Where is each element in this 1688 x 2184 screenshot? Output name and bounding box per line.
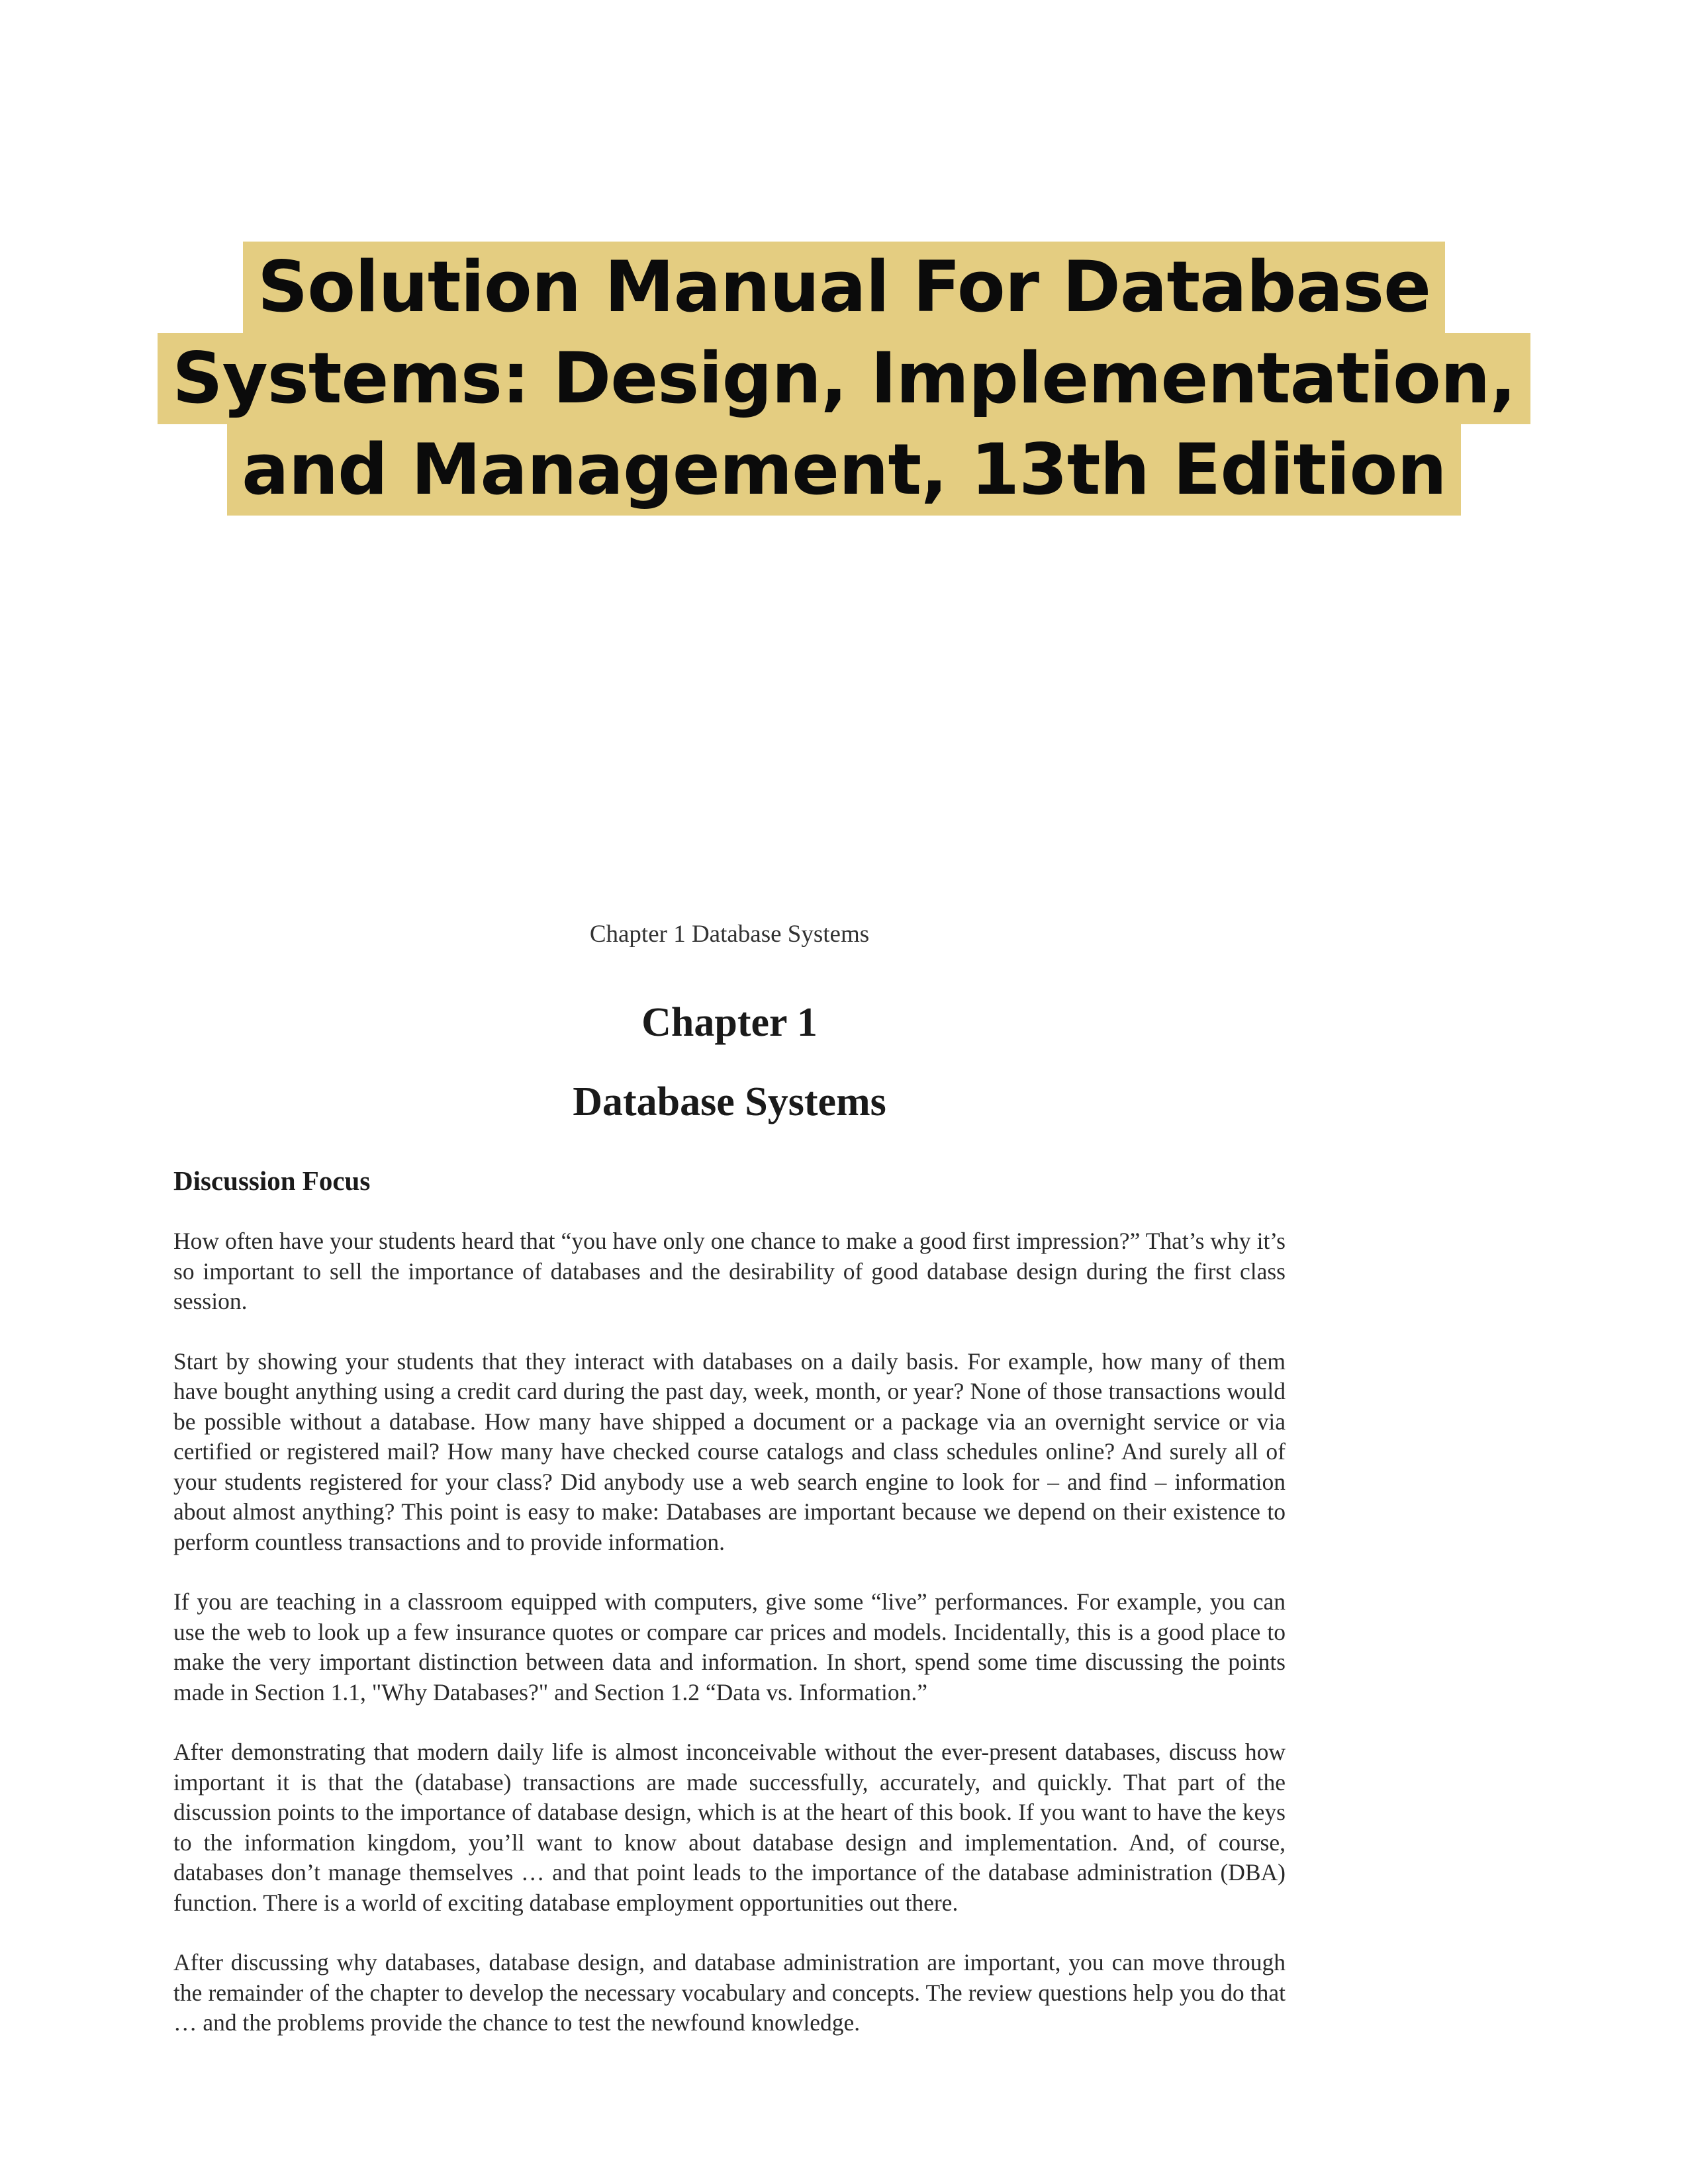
- chapter-number: Chapter 1: [641, 1000, 818, 1045]
- body-text: [173, 1226, 1286, 2068]
- chapter-title: Database Systems: [573, 1079, 886, 1124]
- paragraph-2: Start by showing your students that they interact with databases on a daily basis. For example, how many of them have bought anything using a credit card during the past day, week, month, or year? None of those transactions would be possible without a database. How many have shipped a document or a package via an overnight service or via certified or registered mail? How many have checked course catalogs and class schedules online? And surely all of your students registered for your class? Did anybody use a web search engine to look for – and find – information about almost anything? This point is easy to make: Databases are important because we depend on their existence to perform countless transactions and to provide information.: [173, 1347, 1286, 1555]
- section-heading: Discussion Focus: [173, 1165, 371, 1196]
- paragraph-4: After demonstrating that modern daily life is almost inconceivable without the ever-present databases, discuss how important it is that the (database) transactions are made successfully, accurately, and quickly. That part of the discussion points to the importance of database design, which is at the heart of this book. If you want to have the keys to the information kingdom, you’ll want to know about database design and implementation. And, of course, databases don’t manage themselves … and that point leads to the importance of the database administration (DBA) function. There is a world of exciting database employment opportunities out there.: [173, 1739, 1286, 1916]
- cover-title-line-3: and Management, 13th Edition: [227, 424, 1461, 516]
- paragraph-1: How often have your students heard that “you have only one chance to make a good first impression?” That’s why it’s so important to sell the importance of databases and the desirability of good database design during the first class session.: [173, 1228, 1286, 1314]
- cover-title: [0, 242, 1688, 516]
- paragraph-3: If you are teaching in a classroom equipped with computers, give some “live” performances. For example, you can use the web to look up a few insurance quotes or compare car prices and models. Incidentally, this is a good place to make the very important distinction between data and information. In short, spend some time discussing the points made in Section 1.1, "Why Databases?" and Section 1.2 “Data vs. Information.”: [173, 1588, 1286, 1706]
- cover-title-line-2: Systems: Design, Implementation,: [158, 333, 1530, 424]
- running-head: Chapter 1 Database Systems: [589, 921, 870, 948]
- cover-title-line-1: Solution Manual For Database: [243, 242, 1445, 333]
- paragraph-5: After discussing why databases, database design, and database administration are important, you can move through the remainder of the chapter to develop the necessary vocabulary and concepts. The review questions help you do that … and the problems provide the chance to test the newfound knowledge.: [173, 1949, 1286, 2036]
